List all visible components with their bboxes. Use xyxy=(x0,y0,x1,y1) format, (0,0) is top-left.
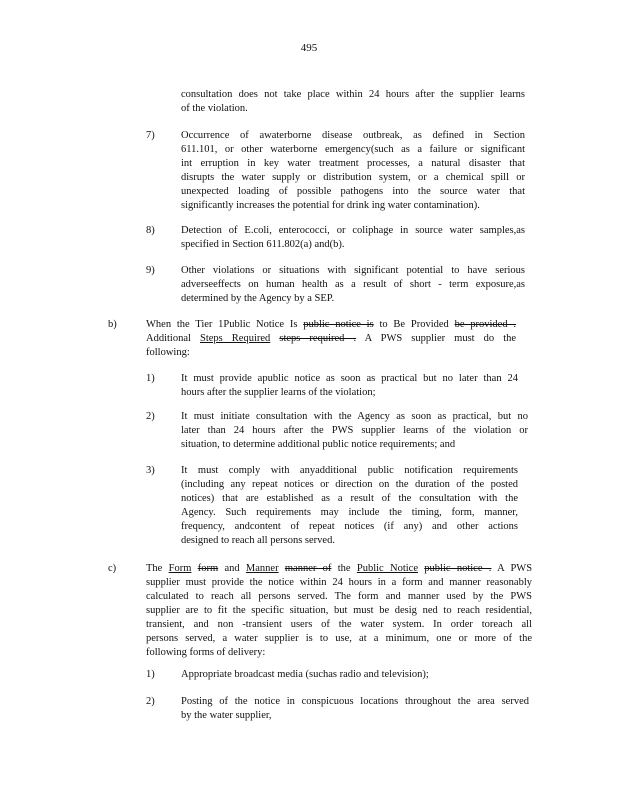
text-line: transient, and non -transient users of the water system. In order toreach all xyxy=(146,619,532,630)
section-letter: b) xyxy=(108,319,117,330)
text-line: persons served, a water supplier is to use, at a minimum, one or more of the xyxy=(146,633,532,644)
item-b2-paragraph xyxy=(181,410,528,452)
inserted-text: Manner xyxy=(245,563,279,574)
text-line: Agency. Such requirements may include the timing, form, manner, xyxy=(181,507,518,518)
text-span: A PWS supplier must do the xyxy=(356,333,517,344)
text-line: int erruption in key water treatment processes, a natural disaster that xyxy=(181,158,525,169)
text-span: The xyxy=(146,563,169,574)
inserted-text: Public Notice xyxy=(356,563,418,574)
text-line: designed to reach all persons served. xyxy=(181,535,335,546)
text-line: significantly increases the potential for drink ing water contamination). xyxy=(181,200,480,211)
deleted-text: steps required . xyxy=(279,333,357,344)
text-line: supplier must provide the notice within 24 hours in a form and manner reasonably xyxy=(146,577,532,588)
text-line: notices) that are established as a result of the consultation with the xyxy=(181,493,518,504)
text-line: It must comply with anyadditional public notification requirements xyxy=(181,465,518,476)
text-line: by the water supplier, xyxy=(181,710,272,721)
deleted-text: form xyxy=(197,563,219,574)
text-line: situation, to determine additional public notice requirements; and xyxy=(181,439,456,450)
text-line: Detection of E.coli, enterococci, or coliphage in source water samples,as xyxy=(181,225,525,236)
text-line: disrupts the water supply or distribution system, or a chemical spill or xyxy=(181,172,525,183)
text-span: the xyxy=(331,563,357,574)
text-line: specified in Section 611.802(a) and(b). xyxy=(181,239,345,250)
deleted-text: public notice is xyxy=(303,319,374,330)
deleted-text: manner of xyxy=(284,563,332,574)
intro-paragraph xyxy=(181,88,525,116)
text-line: calculated to reach all persons served. The form and manner used by the PWS xyxy=(146,591,532,602)
text-line: consultation does not take place within 24 hours after the supplier learns xyxy=(181,89,525,100)
text-line: supplier are to fit the specific situation, but must be desig ned to reach residential, xyxy=(146,605,532,616)
text-line: of the violation. xyxy=(181,103,248,114)
text-line: following forms of delivery: xyxy=(146,647,266,658)
text-line: hours after the supplier learns of the violation; xyxy=(181,387,376,398)
text-line: following: xyxy=(146,347,190,358)
inserted-text: Steps Required xyxy=(199,333,271,344)
item-7-paragraph xyxy=(181,129,525,213)
item-c1-paragraph xyxy=(181,668,525,682)
text-line: It must provide apublic notice as soon as practical but no later than 24 xyxy=(181,373,518,384)
item-number: 3) xyxy=(146,465,155,476)
text-line xyxy=(146,562,532,576)
text-line xyxy=(146,332,516,346)
text-span: When the Tier 1Public Notice Is xyxy=(146,319,304,330)
item-b1-paragraph xyxy=(181,372,518,400)
text-span: and xyxy=(218,563,246,574)
item-number: 8) xyxy=(146,225,155,236)
item-b3-paragraph xyxy=(181,464,518,548)
text-line: 611.101, or other waterborne emergency(such as a failure or significant xyxy=(181,144,525,155)
text-span: to Be Provided xyxy=(373,319,455,330)
item-number: 1) xyxy=(146,669,155,680)
item-8-paragraph xyxy=(181,224,525,252)
text-line: unexpected loading of possible pathogens into the source water that xyxy=(181,186,525,197)
text-span xyxy=(270,333,279,344)
section-c-paragraph xyxy=(146,562,532,660)
item-number: 2) xyxy=(146,411,155,422)
deleted-text: public notice . xyxy=(424,563,492,574)
item-number: 2) xyxy=(146,696,155,707)
text-line: Occurrence of awaterborne disease outbreak, as defined in Section xyxy=(181,130,525,141)
page-number: 495 xyxy=(300,42,318,54)
item-number: 1) xyxy=(146,373,155,384)
text-line xyxy=(146,318,516,332)
item-number: 7) xyxy=(146,130,155,141)
text-line: adverseeffects on human health as a result of short - term exposure,as xyxy=(181,279,525,290)
deleted-text: be provided . xyxy=(454,319,517,330)
text-span: A PWS xyxy=(491,563,533,574)
item-9-paragraph xyxy=(181,264,525,306)
text-line: (including any repeat notices or direction on the duration of the posted xyxy=(181,479,518,490)
text-line: determined by the Agency by a SEP. xyxy=(181,293,335,304)
section-letter: c) xyxy=(108,563,117,574)
text-span: Additional xyxy=(146,333,200,344)
text-line: Posting of the notice in conspicuous locations throughout the area served xyxy=(181,696,529,707)
text-line: Appropriate broadcast media (suchas radio and television); xyxy=(181,669,429,680)
text-line: It must initiate consultation with the Agency as soon as practical, but no xyxy=(181,411,528,422)
text-line: Other violations or situations with significant potential to have serious xyxy=(181,265,525,276)
text-line: later than 24 hours after the PWS supplier learns of the violation or xyxy=(181,425,528,436)
text-line: frequency, andcontent of repeat notices (if any) and other actions xyxy=(181,521,518,532)
section-b-heading xyxy=(146,318,516,360)
item-number: 9) xyxy=(146,265,155,276)
item-c2-paragraph xyxy=(181,695,529,723)
inserted-text: Form xyxy=(168,563,192,574)
